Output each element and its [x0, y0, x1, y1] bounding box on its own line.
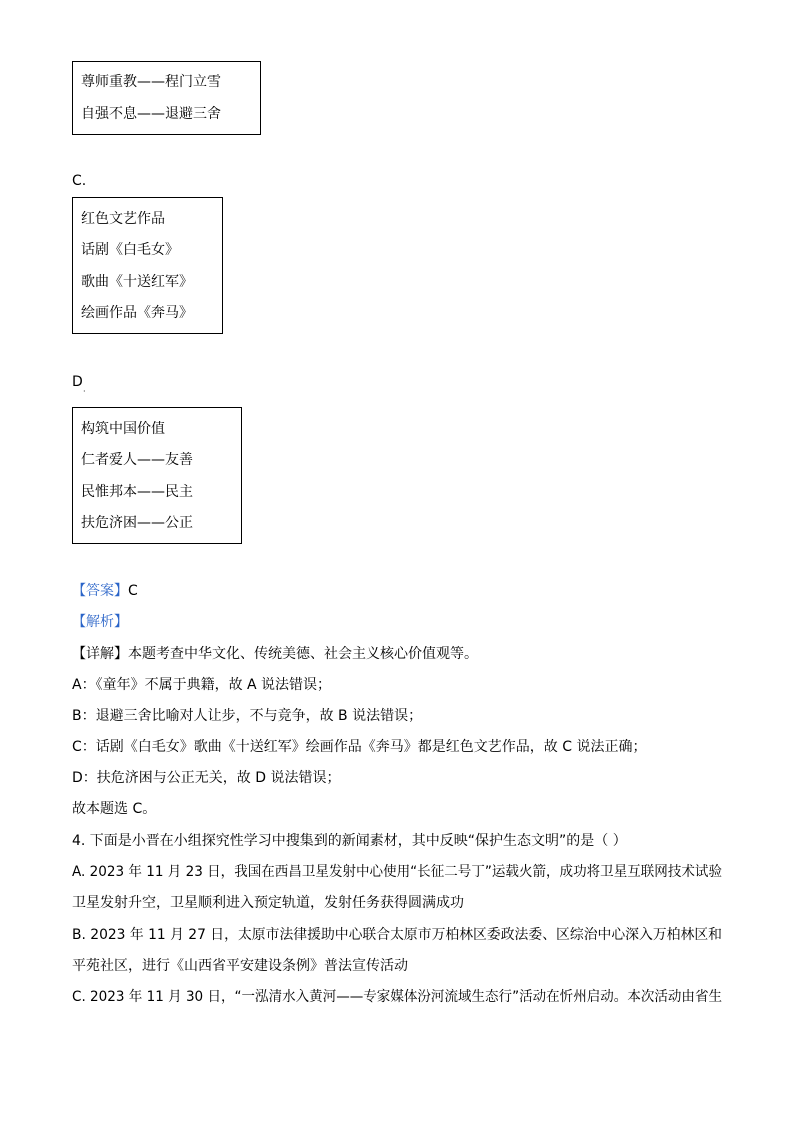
option-d-label: D [72, 374, 83, 390]
detail-text: 本题考查中华文化、传统美德、社会主义核心价值观等。 [128, 646, 478, 662]
option-d-box [72, 407, 242, 544]
explanation-c: C：话剧《白毛女》歌曲《十送红军》绘画作品《奔马》都是红色文艺作品，故 C 说法正确； [72, 739, 647, 755]
option-b-box [72, 61, 261, 135]
explanation-a: A：《童年》不属于典籍，故 A 说法错误； [72, 677, 332, 693]
option-d-line: 构筑中国价值 [81, 421, 165, 437]
option-b-line: 自强不息——退避三舍 [81, 106, 221, 122]
analysis-line [72, 613, 128, 631]
conclusion: 故本题选 C。 [72, 801, 157, 817]
explanation-d: D：扶危济困与公正无关，故 D 说法错误； [72, 770, 341, 786]
question-4-option-c: C. 2023 年 11 月 30 日，“一泓清水入黄河——专家媒体汾河流域生态行”活动在忻州启动。本次活动由省生 [72, 989, 723, 1005]
option-b-line: 尊师重教——程门立雪 [81, 74, 221, 90]
detail-tag: 【详解】 [72, 646, 128, 662]
question-4-option-a: A. 2023 年 11 月 23 日，我国在西昌卫星发射中心使用“长征二号丁”运载火箭，成功将卫星互联网技术试验 [72, 864, 722, 880]
question-4-option-b-cont: 平苑社区，进行《山西省平安建设条例》普法宣传活动 [72, 958, 408, 974]
option-c-line: 话剧《白毛女》 [81, 242, 179, 258]
stray-dot: · [83, 387, 86, 396]
question-4-option-b: B. 2023 年 11 月 27 日，太原市法律援助中心联合太原市万柏林区委政法委、区综治中心深入万柏林区和 [72, 927, 722, 943]
question-4-option-a-cont: 卫星发射升空，卫星顺利进入预定轨道，发射任务获得圆满成功 [72, 895, 464, 911]
detail-line [72, 645, 478, 663]
option-c-line: 红色文艺作品 [81, 211, 165, 227]
option-c-line: 绘画作品《奔马》 [81, 305, 193, 321]
option-d-line: 扶危济困——公正 [81, 515, 193, 531]
option-d-line: 仁者爱人——友善 [81, 452, 193, 468]
option-c-line: 歌曲《十送红军》 [81, 274, 193, 290]
answer-line [72, 582, 138, 600]
option-d-line: 民惟邦本——民主 [81, 484, 193, 500]
answer-tag: 【答案】 [72, 583, 128, 599]
question-4-stem: 4. 下面是小晋在小组探究性学习中搜集到的新闻素材，其中反映“保护生态文明”的是（ ） [72, 833, 627, 849]
answer-value: C [128, 583, 138, 599]
analysis-tag: 【解析】 [72, 614, 128, 630]
option-c-box [72, 197, 223, 334]
option-c-label: C. [72, 173, 87, 189]
explanation-b: B：退避三舍比喻对人让步，不与竞争，故 B 说法错误； [72, 708, 423, 724]
